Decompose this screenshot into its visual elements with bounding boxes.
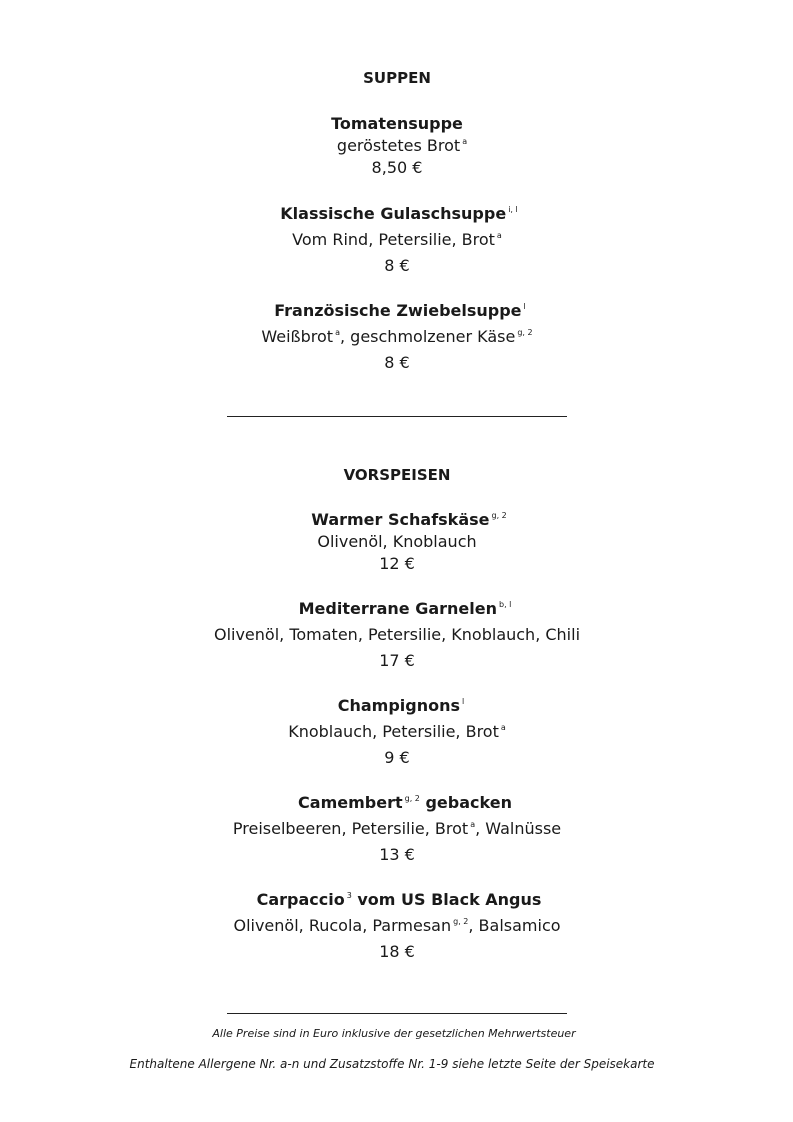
item-description: Olivenöl, Tomaten, Petersilie, Knoblauch, Chili	[213, 625, 581, 644]
item-name: Camembert $^{g, 2}$ gebacken	[298, 793, 512, 812]
footer-divider	[227, 1013, 567, 1014]
item-price: 13 €	[379, 845, 415, 864]
section-title-vorspeisen: VORSPEISEN	[343, 466, 451, 484]
item-price: 12 €	[379, 554, 415, 573]
item-name: Mediterrane Garnelen $^{b, l}$	[298, 599, 512, 618]
item-price: 8,50 €	[371, 158, 423, 177]
section-title-suppen: SUPPEN	[363, 69, 431, 87]
item-description: Weißbrot $^a$, geschmolzener Käse $^{g, 2}$	[261, 327, 533, 346]
item-description: Olivenöl, Knoblauch	[317, 532, 477, 551]
tax-note: Alle Preise sind in Euro inklusive der gesetzlichen Mehrwertsteuer	[212, 1027, 576, 1040]
item-name: Klassische Gulaschsuppe $^{i, l}$	[280, 204, 518, 223]
item-price: 8 €	[384, 256, 410, 275]
item-price: 17 €	[379, 651, 415, 670]
item-price: 18 €	[379, 942, 415, 961]
item-price: 8 €	[384, 353, 410, 372]
item-description: Knoblauch, Petersilie, Brot $^a$	[288, 722, 506, 741]
item-name: Tomatensuppe	[331, 114, 463, 133]
item-description: Vom Rind, Petersilie, Brot $^a$	[292, 230, 502, 249]
item-price: 9 €	[384, 748, 410, 767]
item-description: geröstetes Brot $^a$	[336, 136, 468, 155]
section-divider	[227, 416, 567, 417]
item-description: Preiselbeeren, Petersilie, Brot $^a$, Walnüsse	[232, 819, 562, 838]
item-name: Champignons $^l$	[337, 696, 465, 715]
item-name: Warmer Schafskäse $^{g, 2}$	[311, 510, 507, 529]
item-description: Olivenöl, Rucola, Parmesan $^{g, 2}$, Balsamico	[233, 916, 561, 935]
item-name: Carpaccio $^3$ vom US Black Angus	[256, 890, 542, 909]
allergen-note: Enthaltene Allergene Nr. a-n und Zusatzstoffe Nr. 1-9 siehe letzte Seite der Speisekarte	[129, 1057, 655, 1071]
item-name: Französische Zwiebelsuppe $^l$	[274, 301, 526, 320]
